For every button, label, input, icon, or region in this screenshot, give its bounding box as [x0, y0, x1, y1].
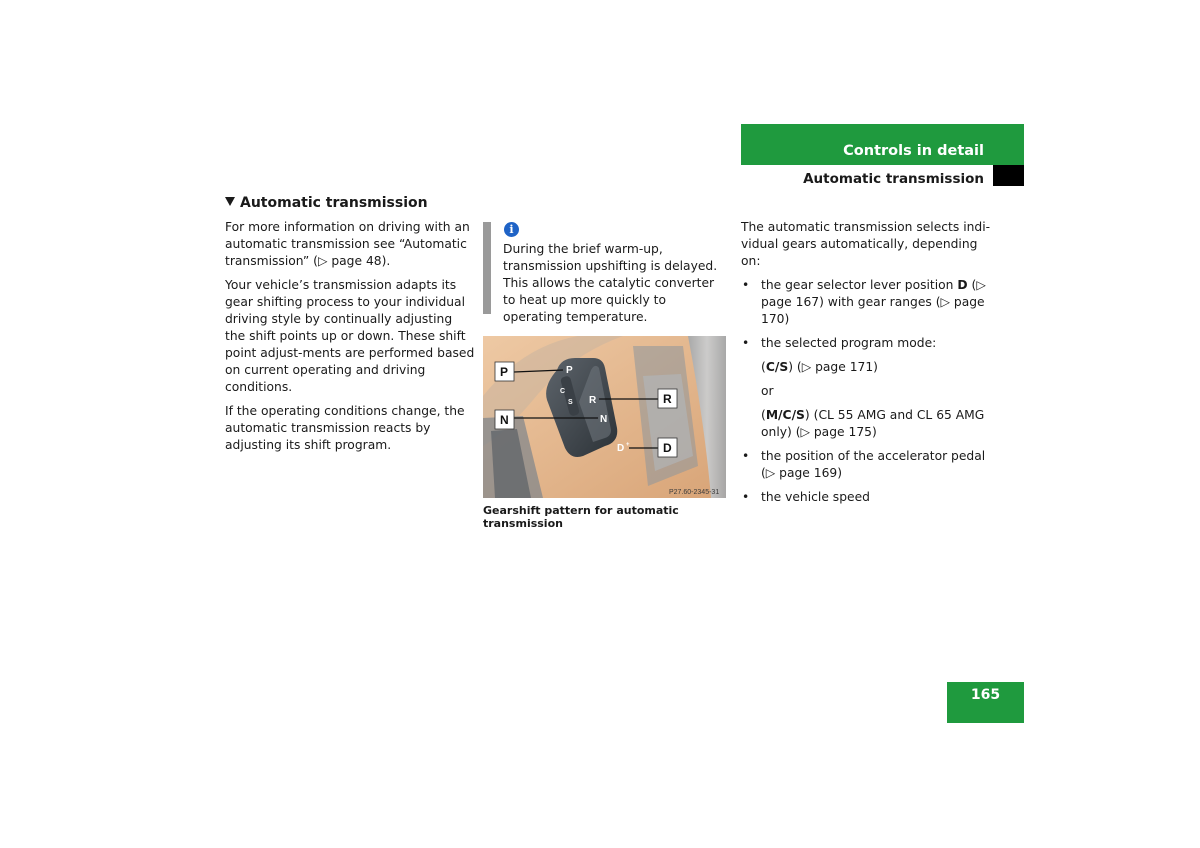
program-mode-option: (C/S) (▷ page 171) — [761, 360, 878, 374]
label-n: N — [500, 413, 509, 427]
page-number: 165 — [970, 687, 1001, 703]
left-column — [225, 219, 475, 461]
gate-r: R — [589, 395, 597, 406]
bullet-bold: D — [957, 278, 968, 292]
label-d: D — [663, 441, 672, 455]
gate-d-plus: + — [626, 442, 630, 448]
figure-caption: Gearshift pattern for automatic transmission — [483, 504, 679, 530]
page-heading-text: Automatic transmission — [240, 195, 428, 211]
bullet-text: the position of the accelerator pedal (▷ page 169) — [761, 449, 986, 480]
intro-paragraph: The automatic transmission selects indi-vidual gears automatically, depending on: — [741, 220, 991, 268]
list-item — [741, 335, 991, 441]
section-header — [741, 165, 1024, 186]
triangle-down-icon — [225, 197, 235, 206]
page-number-tab — [947, 682, 1024, 723]
bullet-text: • the selected program mode: — [761, 336, 937, 350]
info-icon: i — [504, 222, 519, 237]
chapter-title: Controls in detail — [843, 143, 984, 159]
gate-n: N — [600, 414, 608, 425]
page-heading — [225, 195, 428, 211]
figure-code: P27.60-2345-31 — [669, 489, 720, 496]
info-text: During the brief warm-up, transmission upshifting is delayed. This allows the catalytic converter to heat up more quickly to operating temperature. — [503, 242, 718, 324]
bullet-text: the gear selector lever position — [761, 278, 958, 292]
paragraph-operating: If the operating conditions change, the automatic transmission reacts by adjusting its shift program. — [225, 404, 465, 452]
section-marker — [993, 165, 1024, 186]
option-text: (▷ page 171) — [793, 360, 878, 374]
gate-c: C — [560, 388, 566, 395]
bullet-text: the vehicle speed — [761, 490, 870, 504]
info-note — [483, 222, 723, 324]
label-r: R — [663, 392, 672, 406]
option-text: (CL 55 AMG and CL 65 AMG only) (▷ page 175) — [761, 408, 985, 439]
conditions-list — [741, 277, 991, 506]
chapter-header — [741, 124, 1024, 165]
list-item — [741, 277, 991, 328]
section-title: Automatic transmission — [803, 171, 984, 187]
gearshift-illustration — [483, 336, 726, 498]
list-item — [741, 448, 991, 482]
list-item — [741, 489, 991, 506]
program-mode-option: (M/C/S) (CL 55 AMG and CL 65 AMG only) (▷ page 175) — [761, 408, 985, 439]
paragraph-adaptive: Your vehicle’s transmission adapts its gear shifting process to your individual driving style by continually adjusting the shift points up or down. These shift point adjust-ments are performed based on current operating and driving conditions. — [225, 278, 475, 394]
bullet-text: (▷ page 167) with gear ranges (▷ page 170) — [761, 278, 986, 326]
right-column — [741, 219, 991, 513]
gate-p: P — [566, 365, 573, 376]
option-bold: C/S — [765, 360, 789, 374]
option-or: or — [761, 384, 774, 398]
info-bar — [483, 222, 491, 314]
paragraph-more-info: For more information on driving with an automatic transmission see “Automatic transmission” (▷ page 48). — [225, 220, 470, 268]
gate-s: S — [568, 399, 573, 406]
option-bold: M/C/S — [765, 408, 805, 422]
gate-d: D — [617, 443, 625, 454]
gearshift-figure — [483, 336, 726, 498]
label-p: P — [500, 365, 509, 379]
